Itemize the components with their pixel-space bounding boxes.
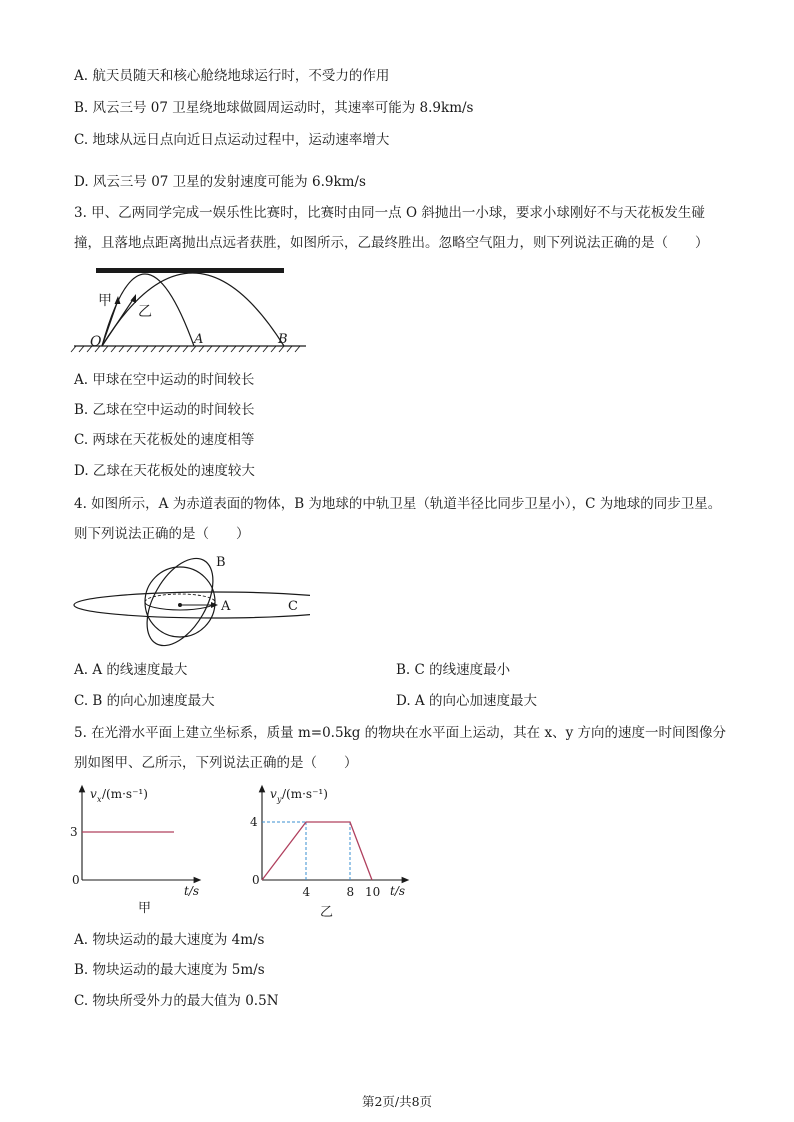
chart-caption: 甲	[138, 901, 152, 916]
q3-projectile-figure	[70, 262, 310, 354]
q4-option-d: D. A 的向心加速度最大	[396, 693, 537, 709]
tick-labels	[250, 815, 380, 899]
page-footer: 第2页/共8页	[361, 1094, 433, 1109]
ceiling-bar	[96, 268, 284, 273]
chart-caption: 乙	[320, 905, 334, 920]
label-a: A	[221, 599, 231, 614]
q4-orbit-figure	[70, 550, 310, 650]
label-b: B	[216, 555, 226, 570]
q5-option-b: B. 物块运动的最大速度为 5m/s	[74, 962, 265, 978]
q4-option-b: B. C 的线速度最小	[396, 662, 511, 678]
q3-option-a: A. 甲球在空中运动的时间较长	[74, 372, 255, 388]
q3-option-b: B. 乙球在空中运动的时间较长	[74, 402, 255, 418]
q4-option-a: A. A 的线速度最大	[74, 662, 188, 678]
q4-stem-line2: 则下列说法正确的是（ ）	[74, 526, 250, 542]
q2-option-d: D. 风云三号 07 卫星的发射速度可能为 6.9km/s	[74, 174, 366, 190]
earth-center-dot	[178, 603, 182, 607]
q5-option-c: C. 物块所受外力的最大值为 0.5N	[74, 993, 279, 1009]
label-yi: 乙	[138, 304, 152, 320]
ground-hatch	[71, 346, 300, 352]
q3-stem-line1: 3. 甲、乙两同学完成一娱乐性比赛时，比赛时由同一点 O 斜抛出一小球，要求小球刚好不与天花板发生碰	[74, 205, 705, 221]
q5-option-a: A. 物块运动的最大速度为 4m/s	[74, 932, 265, 948]
q2-option-c: C. 地球从远日点向近日点运动过程中，运动速率增大	[74, 132, 390, 148]
guide-lines	[262, 822, 350, 880]
equator-back	[145, 594, 215, 602]
series-layer	[262, 822, 372, 880]
y-label-sub: y	[277, 795, 282, 804]
trajectory-yi	[102, 273, 284, 346]
q4-stem-line1: 4. 如图所示，A 为赤道表面的物体，B 为地球的中轨卫星（轨道半径比同步卫星小），C 为地球的同步卫星。	[74, 496, 722, 512]
label-c: C	[288, 599, 298, 614]
y-label-main: v	[270, 787, 277, 801]
y-label-main: v	[90, 787, 97, 801]
q3-stem-line2: 撞，且落地点距离抛出点远者获胜，如图所示，乙最终胜出。忽略空气阻力，则下列说法正确的是（ ）	[74, 235, 709, 251]
q2-option-b: B. 风云三号 07 卫星绕地球做圆周运动时，其速率可能为 8.9km/s	[74, 100, 474, 116]
q3-option-d: D. 乙球在天花板处的速度较大	[74, 463, 255, 479]
chart-jia	[60, 780, 210, 920]
x-label: t/s	[184, 884, 200, 898]
origin-label: 0	[72, 873, 80, 887]
chart-yi	[240, 780, 420, 930]
orbit-b-ellipse	[133, 550, 226, 650]
y-tick-4: 4	[250, 815, 258, 829]
x-tick-10: 10	[365, 885, 381, 899]
label-a: A	[194, 332, 204, 347]
label-jia: 甲	[98, 293, 112, 309]
y-tick-labels	[70, 825, 78, 839]
label-b: B	[278, 332, 288, 347]
q4-option-c: C. B 的向心加速度最大	[74, 693, 215, 709]
y-label-unit: /(m·s⁻¹)	[102, 787, 148, 801]
q3-option-c: C. 两球在天花板处的速度相等	[74, 432, 255, 448]
x-tick-8: 8	[346, 885, 355, 899]
origin-label: 0	[252, 873, 260, 887]
label-o: O	[90, 334, 102, 350]
earth-circle	[145, 567, 215, 637]
y-label-sub: x	[97, 795, 102, 804]
x-label: t/s	[390, 884, 406, 898]
series-line-vy	[262, 822, 372, 880]
q5-stem-line1: 5. 在光滑水平面上建立坐标系，质量 m=0.5kg 的物块在水平面上运动，其在 x、y 方向的速度一时间图像分	[74, 725, 726, 741]
y-tick-3: 3	[70, 825, 78, 839]
x-tick-4: 4	[302, 885, 311, 899]
q2-option-a: A. 航天员随天和核心舱绕地球运行时，不受力的作用	[74, 68, 390, 84]
q5-stem-line2: 别如图甲、乙所示，下列说法正确的是（ ）	[74, 755, 358, 771]
y-label-unit: /(m·s⁻¹)	[282, 787, 328, 801]
